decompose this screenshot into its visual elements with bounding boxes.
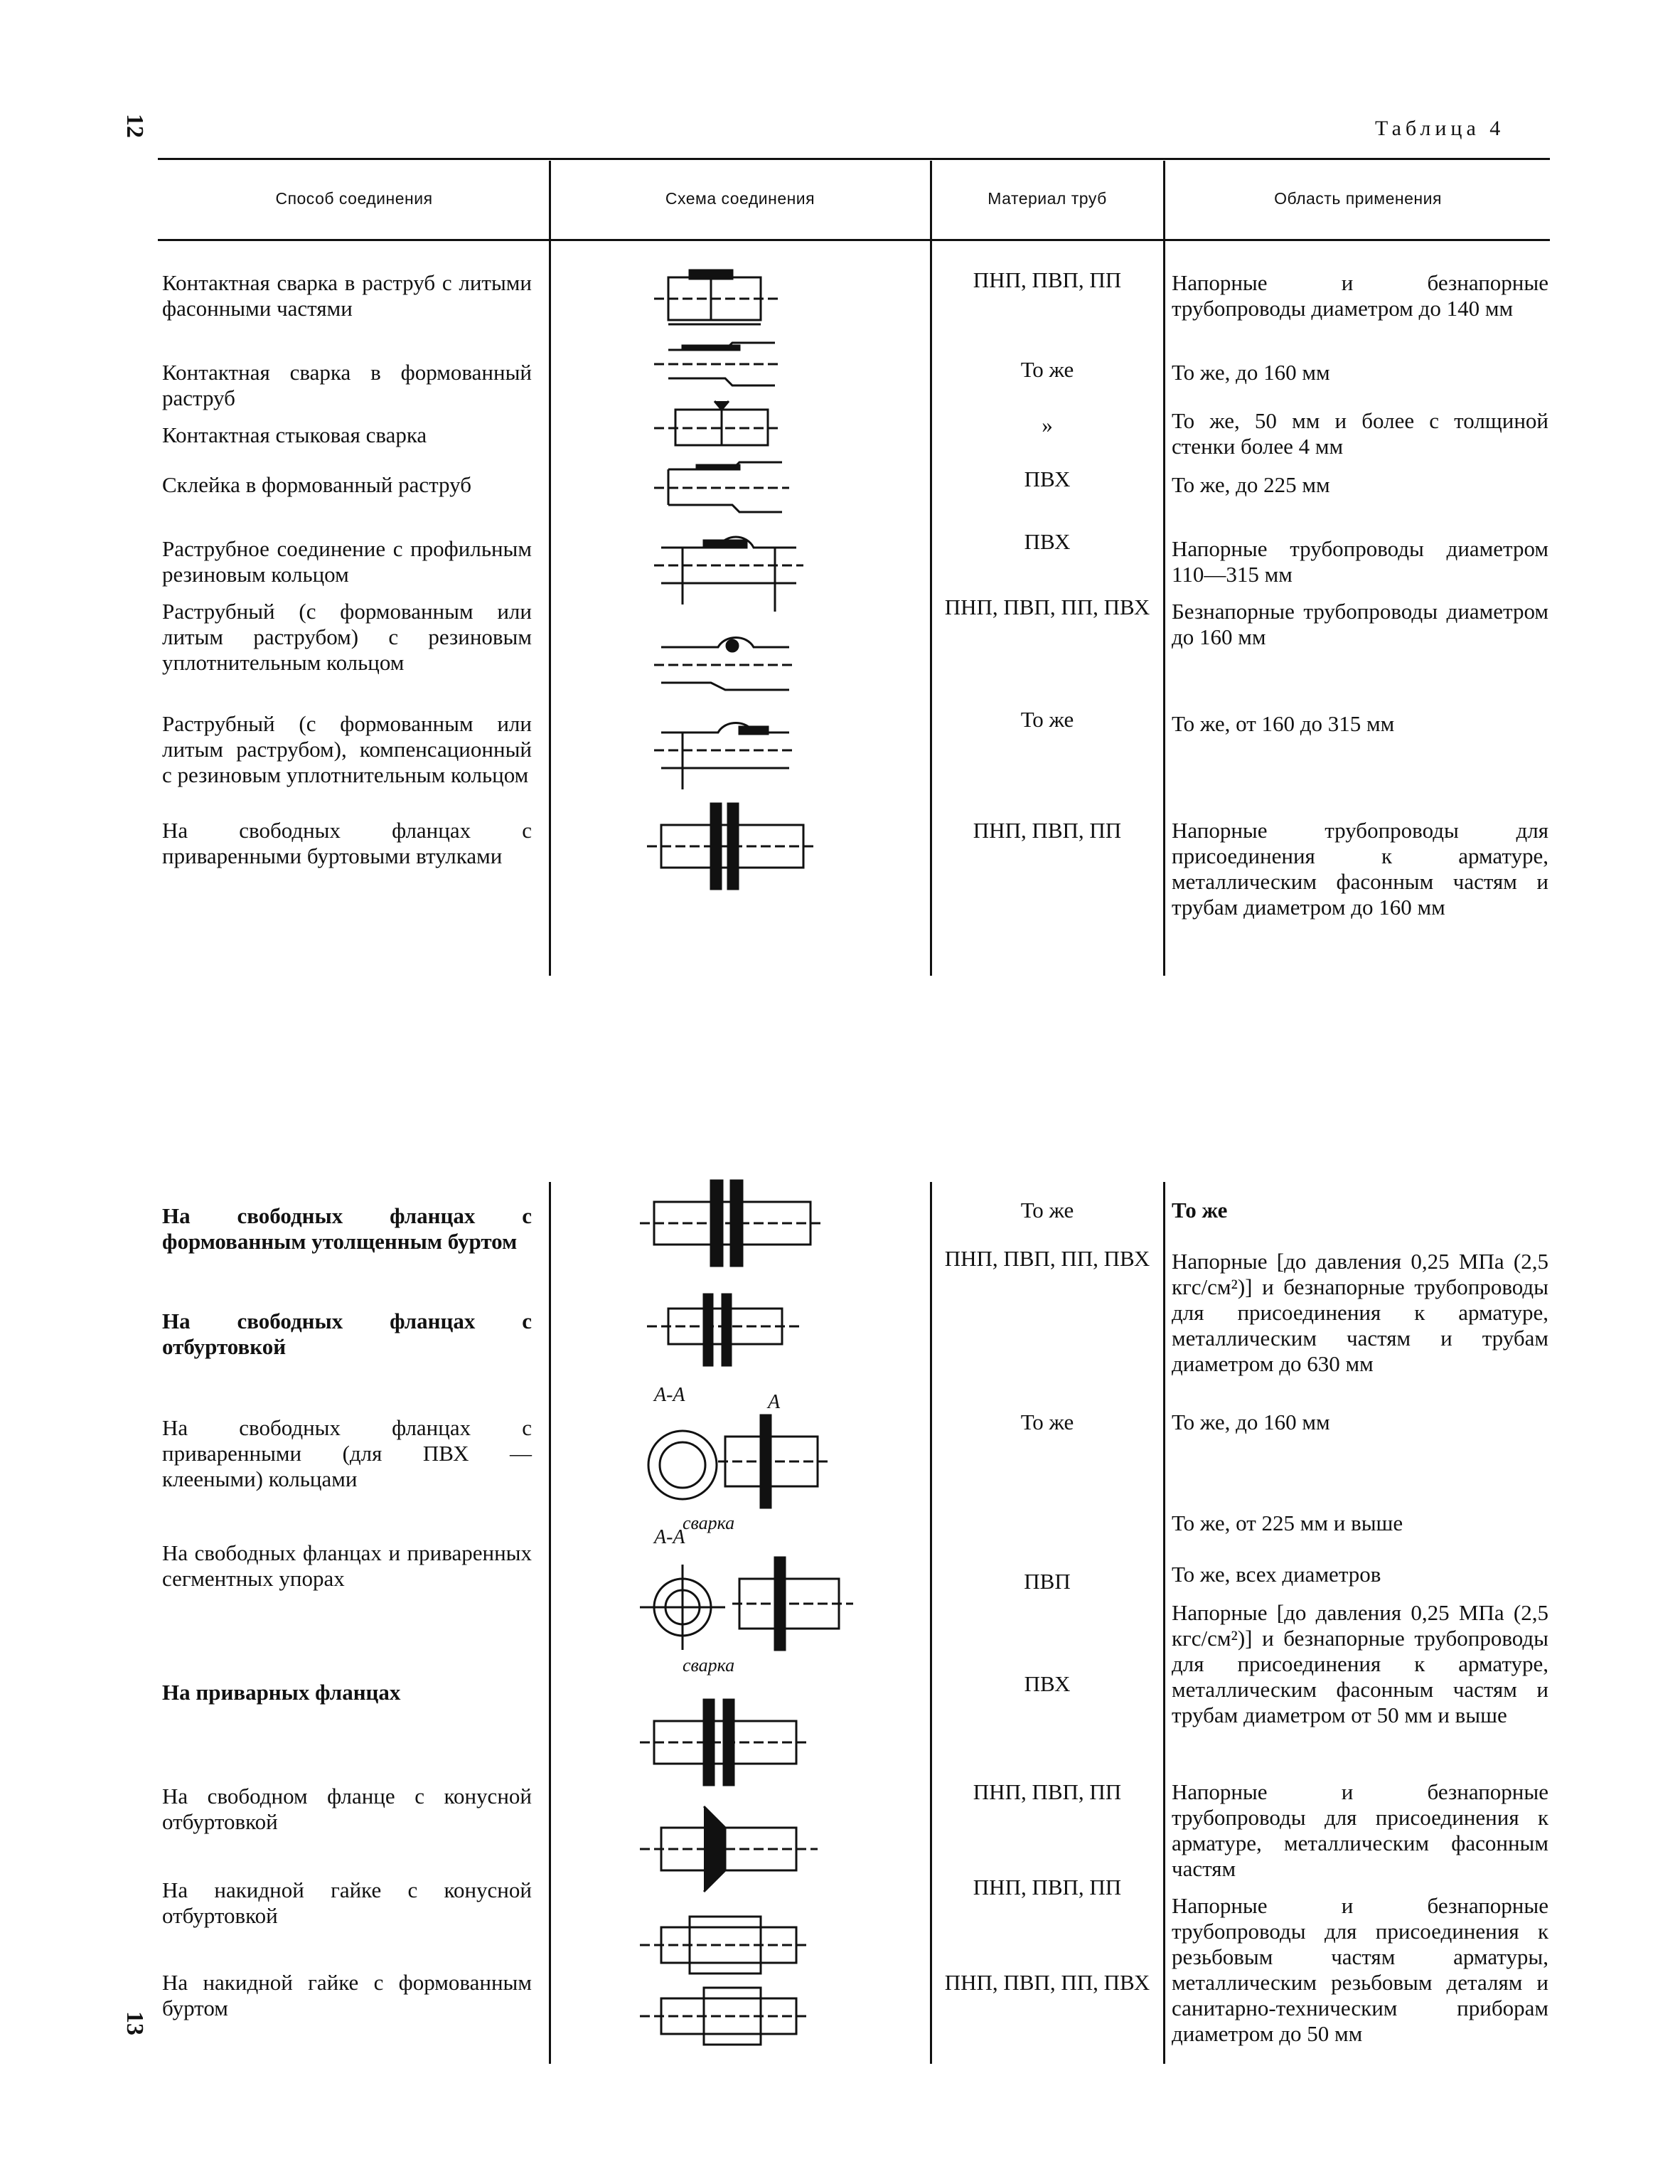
column-divider-3-lower (1163, 1182, 1165, 2064)
application-cell: Напорные и безнапорные трубопроводы диаметром до 140 мм (1172, 270, 1548, 321)
material-cell: » (1042, 412, 1053, 437)
material-cell: ПВХ (1024, 529, 1071, 554)
scheme-flange-flared (647, 1294, 803, 1365)
material-cell: ПНП, ПВП, ПП (973, 1875, 1122, 1900)
scheme-flange-cone-flare (640, 1806, 818, 1892)
method-cell: На свободных фланцах с формованным утолщенным буртом (162, 1203, 532, 1254)
method-cell: На свободном фланце с конусной отбуртовкой (162, 1784, 532, 1834)
weld-label: сварка (683, 1513, 735, 1533)
method-cell: На свободных фланцах с приваренными буртовыми втулками (162, 818, 532, 868)
application-cell: То же, до 160 мм (1172, 1410, 1330, 1434)
material-cell: То же (1020, 1198, 1074, 1222)
scheme-socket-weld-cast (654, 270, 782, 324)
page-number-top: 12 (122, 114, 148, 138)
scheme-socket-compensation (654, 723, 796, 790)
column-divider-2 (930, 161, 932, 976)
section-marker: А (768, 1391, 781, 1413)
material-cell: То же (1020, 357, 1074, 382)
column-divider-2-lower (930, 1182, 932, 2064)
method-cell: Раструбный (с формованным или литым раструбом), компенсационный с резиновым уплотнительным кольцом (162, 711, 532, 787)
method-cell: Склейка в формованный раструб (162, 472, 472, 497)
scheme-union-nut-cone (640, 1917, 810, 1973)
application-cell: Напорные и безнапорные трубопроводы для присоединения к резьбовым частям арматуры, металлическим резьбовым деталям и санитарно-техническим приборам диаметром до 50 мм (1172, 1893, 1548, 2046)
application-cell: То же, от 225 мм и выше (1172, 1511, 1403, 1535)
joint-schemes-lower (626, 1173, 860, 2055)
application-cell: То же, до 225 мм (1172, 472, 1330, 497)
header-scheme: Схема соединения (665, 189, 815, 208)
scheme-socket-rubber-ring (654, 537, 803, 612)
method-cell: Контактная сварка в формованный раструб (162, 360, 532, 410)
application-cell: То же, до 160 мм (1172, 360, 1330, 385)
header-application: Область применения (1274, 189, 1442, 208)
application-cell: То же, всех диаметров (1172, 1562, 1381, 1587)
application-cell: Безнапорные трубопроводы диаметром до 160 мм (1172, 599, 1548, 649)
method-cell: На приварных фланцах (162, 1680, 401, 1705)
material-cell: ПВХ (1024, 1671, 1071, 1696)
method-cell: На накидной гайке с конусной отбуртовкой (162, 1877, 532, 1928)
scheme-socket-weld-formed (654, 343, 782, 385)
method-cell: Раструбный (с формованным или литым раструбом) с резиновым уплотнительным кольцом (162, 599, 532, 675)
application-cell: Напорные [до давления 0,25 МПа (2,5 кгс/см²)] и безнапорные трубопроводы для присоединения к арматуре, металлическим частям и трубам диаметром до 630 мм (1172, 1249, 1548, 1376)
section-label: А-А (654, 1384, 685, 1406)
application-cell: Напорные [до давления 0,25 МПа (2,5 кгс/см²)] и безнапорные трубопроводы для присоединения к арматуре, металлическим фасонным частям и трубам диаметром от 50 мм и выше (1172, 1600, 1548, 1727)
method-cell: На свободных фланцах с отбуртовкой (162, 1309, 532, 1359)
scheme-socket-seal-ring (654, 638, 796, 691)
application-cell: То же, от 160 до 315 мм (1172, 711, 1395, 736)
method-cell: Контактная стыковая сварка (162, 422, 427, 447)
joint-schemes-upper (640, 256, 825, 896)
scheme-flange-welded-ring (648, 1384, 832, 1533)
material-cell: То же (1020, 1410, 1074, 1434)
material-cell: ПНП, ПВП, ПП, ПВХ (944, 1246, 1150, 1271)
application-cell: Напорные трубопроводы для присоединения к арматуре, металлическим фасонным частям и трубам диаметром до 160 мм (1172, 818, 1548, 920)
method-cell: Раструбное соединение с профильным резиновым кольцом (162, 536, 532, 587)
material-cell: ПВХ (1024, 467, 1071, 491)
application-cell: То же (1172, 1198, 1228, 1222)
method-cell: На накидной гайке с формованным буртом (162, 1970, 532, 2020)
material-cell: ПНП, ПВП, ПП, ПВХ (944, 1970, 1150, 1995)
material-cell: ПНП, ПВП, ПП (973, 267, 1122, 292)
method-cell: На свободных фланцах и приваренных сегментных упорах (162, 1540, 532, 1591)
material-cell: ПВП (1024, 1569, 1071, 1594)
header-bottom-rule (158, 239, 1550, 241)
scheme-glued-socket (654, 462, 789, 512)
scheme-flange-welded-collar (647, 804, 818, 889)
scheme-butt-weld (654, 401, 782, 445)
scheme-union-nut-collar (640, 1988, 810, 2045)
method-cell: Контактная сварка в раструб с литыми фасонными частями (162, 270, 532, 321)
header-material: Материал труб (988, 189, 1107, 208)
column-divider-3 (1163, 161, 1165, 976)
table-top-rule (158, 158, 1550, 160)
material-cell: ПНП, ПВП, ПП (973, 818, 1122, 843)
scheme-flange-thick-collar (640, 1181, 825, 1266)
weld-label: сварка (683, 1655, 735, 1676)
section-label: А-А (654, 1526, 685, 1548)
header-method: Способ соединения (275, 189, 433, 208)
scheme-welded-flanges (640, 1700, 810, 1785)
material-cell: ПНП, ПВП, ПП, ПВХ (944, 595, 1150, 619)
method-cell: На свободных фланцах с приваренными (для ПВХ — клееными) кольцами (162, 1415, 532, 1491)
application-cell: Напорные трубопроводы диаметром 110—315 мм (1172, 536, 1548, 587)
column-divider-1 (549, 161, 551, 976)
material-cell: ПНП, ПВП, ПП (973, 1779, 1122, 1804)
table-title: Таблица 4 (1375, 117, 1505, 140)
application-cell: Напорные и безнапорные трубопроводы для присоединения к арматуре, металлическим фасонным частям (1172, 1779, 1548, 1881)
column-divider-1-lower (549, 1182, 551, 2064)
application-cell: То же, 50 мм и более с толщиной стенки более 4 мм (1172, 408, 1548, 459)
page-number-bottom: 13 (122, 2011, 148, 2035)
scheme-flange-segment-stops (640, 1526, 853, 1676)
material-cell: То же (1020, 707, 1074, 732)
